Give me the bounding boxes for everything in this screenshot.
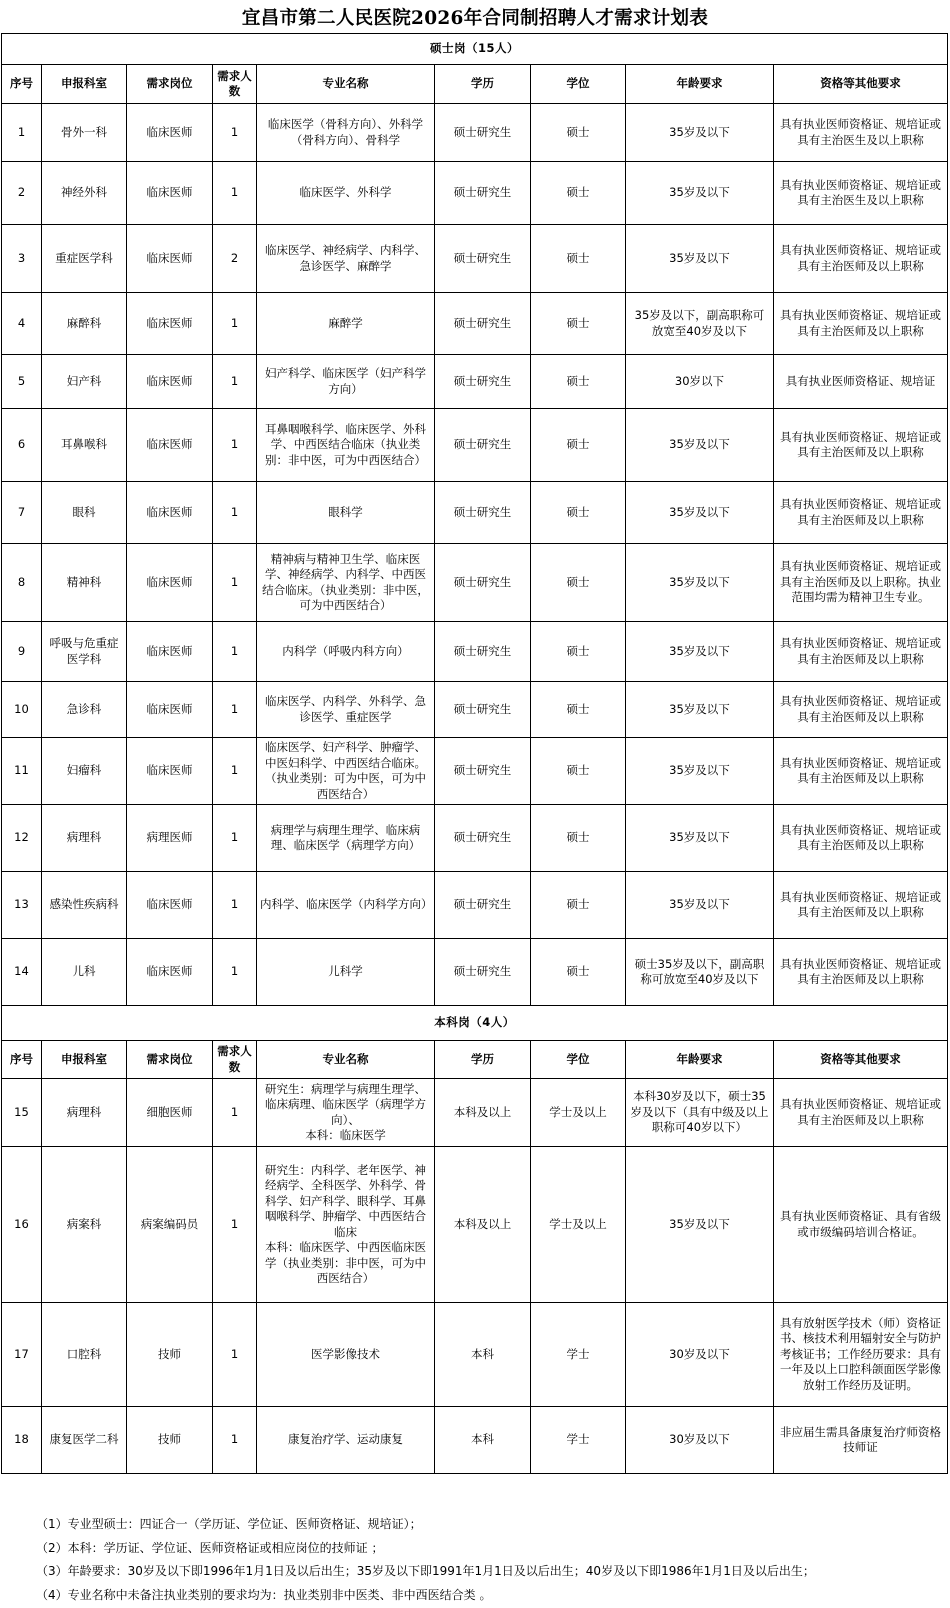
cell-edu: 硕士研究生	[435, 162, 531, 225]
cell-age: 35岁及以下	[626, 805, 774, 872]
header-major: 专业名称	[257, 65, 435, 104]
cell-degree: 硕士	[531, 738, 626, 805]
cell-dept: 呼吸与危重症医学科	[42, 622, 127, 682]
cell-major: 眼科学	[257, 482, 435, 544]
cell-age: 35岁及以下	[626, 1147, 774, 1303]
bachelor-section	[2, 1006, 948, 1474]
cell-dept: 麻醉科	[42, 293, 127, 355]
cell-age: 30岁以下	[626, 355, 774, 409]
cell-dept: 神经外科	[42, 162, 127, 225]
cell-seq: 14	[2, 939, 42, 1006]
table-row	[2, 544, 948, 622]
header-qual: 资格等其他要求	[774, 65, 948, 104]
cell-post: 技师	[127, 1303, 213, 1407]
cell-edu: 硕士研究生	[435, 872, 531, 939]
cell-degree: 硕士	[531, 622, 626, 682]
cell-post: 临床医师	[127, 544, 213, 622]
cell-dept: 儿科	[42, 939, 127, 1006]
cell-count: 1	[213, 409, 257, 482]
cell-major: 精神病与精神卫生学、临床医学、神经病学、内科学、中西医结合临床。（执业类别：非中医，可为中西医结合）	[257, 544, 435, 622]
cell-degree: 硕士	[531, 355, 626, 409]
cell-edu: 硕士研究生	[435, 225, 531, 293]
header-edu: 学历	[435, 65, 531, 104]
header-seq: 序号	[2, 1041, 42, 1079]
cell-post: 病案编码员	[127, 1147, 213, 1303]
cell-edu: 硕士研究生	[435, 409, 531, 482]
header-row	[2, 1041, 948, 1079]
cell-dept: 急诊科	[42, 682, 127, 738]
section-title-row	[2, 34, 948, 65]
note-3: （3）年龄要求：30岁及以下即1996年1月1日及以后出生；35岁及以下即1991年1月1日及以后出生；40岁及以下即1986年1月1日及以后出生；	[36, 1564, 815, 1578]
cell-edu: 硕士研究生	[435, 293, 531, 355]
cell-major: 内科学、临床医学（内科学方向）	[257, 872, 435, 939]
cell-edu: 硕士研究生	[435, 738, 531, 805]
cell-seq: 2	[2, 162, 42, 225]
table-row	[2, 1079, 948, 1147]
header-qual: 资格等其他要求	[774, 1041, 948, 1079]
table-row	[2, 482, 948, 544]
cell-count: 2	[213, 225, 257, 293]
cell-seq: 10	[2, 682, 42, 738]
cell-major: 临床医学（骨科方向）、外科学（骨科方向）、骨科学	[257, 104, 435, 162]
cell-dept: 精神科	[42, 544, 127, 622]
cell-edu: 本科	[435, 1303, 531, 1407]
cell-seq: 13	[2, 872, 42, 939]
cell-edu: 本科	[435, 1407, 531, 1474]
table-row	[2, 225, 948, 293]
cell-dept: 病案科	[42, 1147, 127, 1303]
cell-qual: 具有执业医师资格证、规培证或具有主治医师及以上职称	[774, 738, 948, 805]
cell-count: 1	[213, 1407, 257, 1474]
cell-dept: 病理科	[42, 1079, 127, 1147]
table-row	[2, 682, 948, 738]
table-row	[2, 805, 948, 872]
cell-dept: 感染性疾病科	[42, 872, 127, 939]
cell-age: 35岁及以下	[626, 409, 774, 482]
cell-age: 35岁及以下	[626, 104, 774, 162]
header-age: 年龄要求	[626, 1041, 774, 1079]
cell-dept: 重症医学科	[42, 225, 127, 293]
cell-count: 1	[213, 104, 257, 162]
cell-edu: 硕士研究生	[435, 355, 531, 409]
cell-degree: 硕士	[531, 104, 626, 162]
cell-seq: 5	[2, 355, 42, 409]
masters-section	[2, 34, 948, 1006]
cell-qual: 具有执业医师资格证、规培证或具有主治医师及以上职称	[774, 225, 948, 293]
cell-count: 1	[213, 622, 257, 682]
cell-count: 1	[213, 1079, 257, 1147]
cell-count: 1	[213, 939, 257, 1006]
cell-count: 1	[213, 682, 257, 738]
cell-degree: 学士	[531, 1407, 626, 1474]
table-row	[2, 622, 948, 682]
header-seq: 序号	[2, 65, 42, 104]
cell-edu: 本科及以上	[435, 1079, 531, 1147]
table-row	[2, 872, 948, 939]
cell-age: 30岁及以下	[626, 1303, 774, 1407]
cell-qual: 具有执业医师资格证、规培证或具有主治医师及以上职称。执业范围均需为精神卫生专业。	[774, 544, 948, 622]
cell-major: 内科学（呼吸内科方向）	[257, 622, 435, 682]
cell-qual: 具有执业医师资格证、规培证或具有主治医生及以上职称	[774, 104, 948, 162]
section-title: 硕士岗（15人）	[2, 34, 948, 65]
cell-post: 技师	[127, 1407, 213, 1474]
cell-post: 临床医师	[127, 104, 213, 162]
cell-edu: 硕士研究生	[435, 682, 531, 738]
cell-major: 儿科学	[257, 939, 435, 1006]
cell-post: 临床医师	[127, 225, 213, 293]
notes-block	[0, 1513, 950, 1607]
table-row	[2, 1407, 948, 1474]
cell-major: 研究生：内科学、老年医学、神经病学、全科医学、外科学、骨科学、妇产科学、眼科学、耳鼻咽喉科学、肿瘤学、中西医结合临床 本科：临床医学、中西医临床医学（执业类别：非中医，可为中西医结合）	[257, 1147, 435, 1303]
cell-qual: 具有执业医师资格证、规培证或具有主治医师及以上职称	[774, 1079, 948, 1147]
table-row	[2, 1303, 948, 1407]
cell-age: 35岁及以下	[626, 872, 774, 939]
cell-age: 35岁及以下	[626, 482, 774, 544]
cell-dept: 康复医学二科	[42, 1407, 127, 1474]
cell-dept: 骨外一科	[42, 104, 127, 162]
cell-seq: 7	[2, 482, 42, 544]
cell-post: 临床医师	[127, 409, 213, 482]
cell-degree: 硕士	[531, 482, 626, 544]
cell-degree: 硕士	[531, 544, 626, 622]
cell-edu: 硕士研究生	[435, 104, 531, 162]
section-title: 本科岗（4人）	[2, 1006, 948, 1041]
cell-major: 耳鼻咽喉科学、临床医学、外科学、中西医结合临床（执业类别：非中医，可为中西医结合）	[257, 409, 435, 482]
cell-post: 临床医师	[127, 939, 213, 1006]
cell-edu: 硕士研究生	[435, 805, 531, 872]
cell-major: 临床医学、外科学	[257, 162, 435, 225]
cell-degree: 硕士	[531, 682, 626, 738]
header-dept: 申报科室	[42, 1041, 127, 1079]
cell-qual: 具有执业医师资格证、规培证或具有主治医师及以上职称	[774, 409, 948, 482]
cell-age: 35岁及以下	[626, 225, 774, 293]
cell-post: 临床医师	[127, 293, 213, 355]
cell-qual: 具有执业医师资格证、具有省级或市级编码培训合格证。	[774, 1147, 948, 1303]
header-count: 需求人数	[213, 1041, 257, 1079]
cell-count: 1	[213, 482, 257, 544]
cell-major: 研究生：病理学与病理生理学、临床病理、临床医学（病理学方向）、 本科：临床医学	[257, 1079, 435, 1147]
cell-qual: 具有放射医学技术（师）资格证书、核技术利用辐射安全与防护考核证书；工作经历要求：具有一年及以上口腔科颌面医学影像放射工作经历及证明。	[774, 1303, 948, 1407]
cell-dept: 口腔科	[42, 1303, 127, 1407]
document-title: 宜昌市第二人民医院2026年合同制招聘人才需求计划表	[241, 7, 709, 29]
cell-major: 临床医学、神经病学、内科学、急诊医学、麻醉学	[257, 225, 435, 293]
cell-seq: 6	[2, 409, 42, 482]
table-row	[2, 738, 948, 805]
cell-age: 35岁及以下	[626, 544, 774, 622]
cell-dept: 眼科	[42, 482, 127, 544]
cell-seq: 17	[2, 1303, 42, 1407]
cell-major: 妇产科学、临床医学（妇产科学方向）	[257, 355, 435, 409]
note-1: （1）专业型硕士：四证合一（学历证、学位证、医师资格证、规培证）；	[36, 1517, 422, 1531]
cell-degree: 硕士	[531, 805, 626, 872]
cell-count: 1	[213, 355, 257, 409]
cell-count: 1	[213, 1147, 257, 1303]
table-row	[2, 1147, 948, 1303]
cell-degree: 学士	[531, 1303, 626, 1407]
cell-major: 康复治疗学、运动康复	[257, 1407, 435, 1474]
cell-major: 麻醉学	[257, 293, 435, 355]
cell-seq: 15	[2, 1079, 42, 1147]
cell-dept: 耳鼻喉科	[42, 409, 127, 482]
cell-count: 1	[213, 805, 257, 872]
cell-post: 临床医师	[127, 482, 213, 544]
cell-dept: 妇产科	[42, 355, 127, 409]
cell-degree: 硕士	[531, 293, 626, 355]
table-row	[2, 355, 948, 409]
cell-qual: 具有执业医师资格证、规培证或具有主治医师及以上职称	[774, 805, 948, 872]
cell-qual: 具有执业医师资格证、规培证或具有主治医师及以上职称	[774, 682, 948, 738]
cell-count: 1	[213, 544, 257, 622]
cell-count: 1	[213, 293, 257, 355]
cell-degree: 硕士	[531, 872, 626, 939]
cell-seq: 16	[2, 1147, 42, 1303]
cell-age: 35岁及以下	[626, 162, 774, 225]
cell-post: 临床医师	[127, 162, 213, 225]
cell-age: 硕士35岁及以下，副高职称可放宽至40岁及以下	[626, 939, 774, 1006]
cell-post: 临床医师	[127, 622, 213, 682]
cell-seq: 12	[2, 805, 42, 872]
header-age: 年龄要求	[626, 65, 774, 104]
cell-dept: 妇瘤科	[42, 738, 127, 805]
cell-post: 临床医师	[127, 682, 213, 738]
cell-major: 临床医学、妇产科学、肿瘤学、中医妇科学、中西医结合临床。（执业类别：可为中医，可为中西医结合）	[257, 738, 435, 805]
table-row	[2, 293, 948, 355]
cell-major: 临床医学、内科学、外科学、急诊医学、重症医学	[257, 682, 435, 738]
cell-age: 30岁及以下	[626, 1407, 774, 1474]
cell-degree: 硕士	[531, 939, 626, 1006]
cell-post: 临床医师	[127, 355, 213, 409]
cell-edu: 硕士研究生	[435, 544, 531, 622]
cell-major: 病理学与病理生理学、临床病理、临床医学（病理学方向）	[257, 805, 435, 872]
table-row	[2, 162, 948, 225]
cell-seq: 3	[2, 225, 42, 293]
table-row	[2, 939, 948, 1006]
header-post: 需求岗位	[127, 1041, 213, 1079]
section-title-row	[2, 1006, 948, 1041]
cell-degree: 硕士	[531, 225, 626, 293]
cell-degree: 硕士	[531, 409, 626, 482]
cell-seq: 11	[2, 738, 42, 805]
cell-qual: 具有执业医师资格证、规培证或具有主治医师及以上职称	[774, 482, 948, 544]
table-row	[2, 409, 948, 482]
cell-age: 本科30岁及以下，硕士35岁及以下（具有中级及以上职称可40岁以下）	[626, 1079, 774, 1147]
cell-degree: 硕士	[531, 162, 626, 225]
cell-age: 35岁及以下	[626, 682, 774, 738]
cell-seq: 8	[2, 544, 42, 622]
note-2: （2）本科：学历证、学位证、医师资格证或相应岗位的技师证 ；	[36, 1540, 384, 1555]
header-degree: 学位	[531, 65, 626, 104]
cell-edu: 硕士研究生	[435, 939, 531, 1006]
header-count: 需求人数	[213, 65, 257, 104]
cell-post: 临床医师	[127, 872, 213, 939]
cell-count: 1	[213, 1303, 257, 1407]
table-row	[2, 104, 948, 162]
header-degree: 学位	[531, 1041, 626, 1079]
cell-edu: 硕士研究生	[435, 622, 531, 682]
cell-post: 细胞医师	[127, 1079, 213, 1147]
cell-seq: 4	[2, 293, 42, 355]
header-post: 需求岗位	[127, 65, 213, 104]
header-row	[2, 65, 948, 104]
recruitment-table	[1, 33, 948, 1474]
cell-qual: 具有执业医师资格证、规培证	[774, 355, 948, 409]
cell-degree: 学士及以上	[531, 1147, 626, 1303]
cell-seq: 18	[2, 1407, 42, 1474]
header-dept: 申报科室	[42, 65, 127, 104]
cell-qual: 具有执业医师资格证、规培证或具有主治医师及以上职称	[774, 872, 948, 939]
cell-qual: 具有执业医师资格证、规培证或具有主治医师及以上职称	[774, 622, 948, 682]
cell-qual: 具有执业医师资格证、规培证或具有主治医生及以上职称	[774, 162, 948, 225]
cell-count: 1	[213, 872, 257, 939]
header-major: 专业名称	[257, 1041, 435, 1079]
cell-qual: 非应届生需具备康复治疗师资格技师证	[774, 1407, 948, 1474]
cell-seq: 1	[2, 104, 42, 162]
cell-post: 病理医师	[127, 805, 213, 872]
cell-edu: 硕士研究生	[435, 482, 531, 544]
header-edu: 学历	[435, 1041, 531, 1079]
cell-dept: 病理科	[42, 805, 127, 872]
cell-age: 35岁及以下	[626, 738, 774, 805]
cell-edu: 本科及以上	[435, 1147, 531, 1303]
cell-qual: 具有执业医师资格证、规培证或具有主治医师及以上职称	[774, 939, 948, 1006]
cell-major: 医学影像技术	[257, 1303, 435, 1407]
cell-seq: 9	[2, 622, 42, 682]
cell-qual: 具有执业医师资格证、规培证或具有主治医师及以上职称	[774, 293, 948, 355]
cell-age: 35岁及以下	[626, 622, 774, 682]
cell-count: 1	[213, 738, 257, 805]
cell-count: 1	[213, 162, 257, 225]
cell-post: 临床医师	[127, 738, 213, 805]
note-4: （4）专业名称中未备注执业类别的要求均为：执业类别非中医类、非中西医结合类 。	[36, 1587, 492, 1602]
cell-age: 35岁及以下，副高职称可放宽至40岁及以下	[626, 293, 774, 355]
cell-degree: 学士及以上	[531, 1079, 626, 1147]
